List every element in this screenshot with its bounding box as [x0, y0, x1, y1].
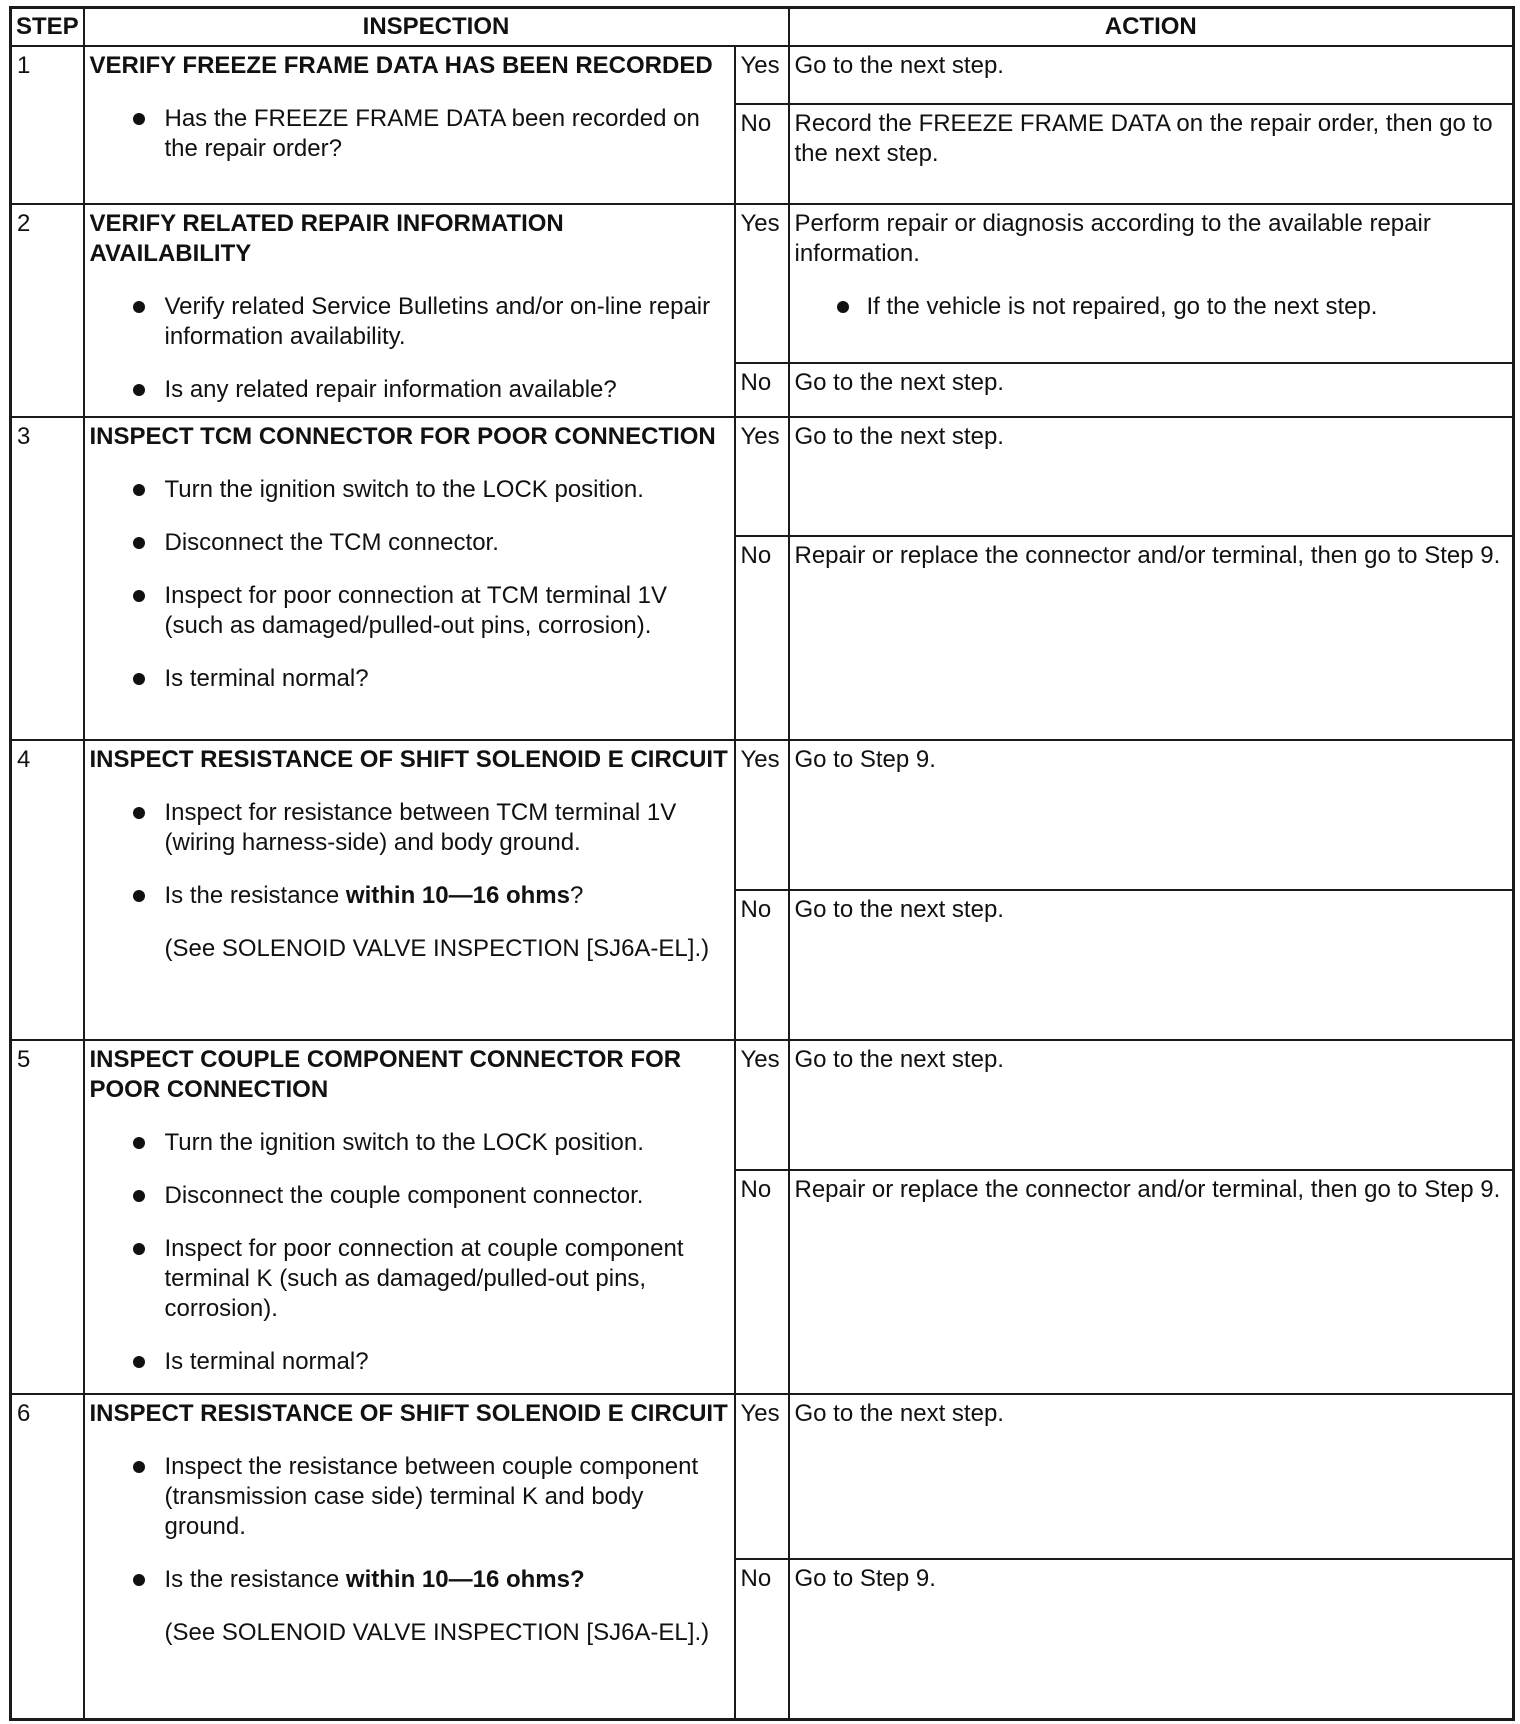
- bullet-icon: [133, 673, 145, 685]
- bullet-item: If the vehicle is not repaired, go to the next step.: [795, 292, 1508, 322]
- bullet-item: Inspect for poor connection at couple component terminal K (such as damaged/pulled-out pins, corrosion).: [90, 1234, 729, 1324]
- no-label: No: [735, 363, 789, 417]
- bullet-item: Disconnect the TCM connector.: [90, 528, 729, 558]
- no-label: No: [735, 104, 789, 204]
- step-title: INSPECT COUPLE COMPONENT CONNECTOR FOR POOR CONNECTION: [89, 1046, 682, 1103]
- bullet-icon: [133, 590, 145, 602]
- inspection-cell: [84, 1040, 735, 1394]
- step-title: INSPECT TCM CONNECTOR FOR POOR CONNECTION: [89, 423, 716, 450]
- bullet-icon: [133, 113, 145, 125]
- bullet-icon: [133, 1243, 145, 1255]
- bullet-item: Is any related repair information available?: [90, 375, 729, 405]
- no-action: Go to Step 9.: [789, 1559, 1514, 1719]
- yes-label: Yes: [735, 1394, 789, 1559]
- yes-action: Go to the next step.: [789, 1040, 1514, 1170]
- bullet-icon: [133, 537, 145, 549]
- step-number: 2: [11, 204, 84, 417]
- inspection-cell: [84, 740, 735, 1040]
- step-4-yes-row: [11, 740, 1514, 890]
- step-title: VERIFY FREEZE FRAME DATA HAS BEEN RECORDED: [89, 52, 713, 79]
- step-title: INSPECT RESISTANCE OF SHIFT SOLENOID E CIRCUIT: [89, 746, 728, 773]
- no-label: No: [735, 890, 789, 1040]
- bullet-item: Disconnect the couple component connector.: [90, 1181, 729, 1211]
- yes-action: Perform repair or diagnosis according to the available repair information. If the vehicle is not repaired, go to the next step.: [789, 204, 1514, 363]
- bullet-icon: [837, 301, 849, 313]
- inspection-cell: [84, 417, 735, 740]
- step-6-yes-row: [11, 1394, 1514, 1559]
- bullet-icon: [133, 1461, 145, 1473]
- no-action: Repair or replace the connector and/or terminal, then go to Step 9.: [789, 1170, 1514, 1394]
- bullet-icon: [133, 484, 145, 496]
- step-number: 5: [11, 1040, 84, 1394]
- yes-label: Yes: [735, 417, 789, 536]
- inspection-cell: [84, 46, 735, 204]
- step-3-yes-row: [11, 417, 1514, 536]
- bullet-icon: [133, 807, 145, 819]
- yes-action: Go to Step 9.: [789, 740, 1514, 890]
- inspection-header: INSPECTION: [84, 8, 789, 47]
- step-5-yes-row: [11, 1040, 1514, 1170]
- diagnostic-table: [9, 6, 1515, 1721]
- no-label: No: [735, 1170, 789, 1394]
- bullet-item: Has the FREEZE FRAME DATA been recorded on the repair order?: [90, 104, 729, 164]
- yes-label: Yes: [735, 204, 789, 363]
- no-action: Record the FREEZE FRAME DATA on the repair order, then go to the next step.: [789, 104, 1514, 204]
- no-action: Go to the next step.: [789, 890, 1514, 1040]
- bullet-icon: [133, 1190, 145, 1202]
- yes-label: Yes: [735, 46, 789, 104]
- step-header: STEP: [11, 8, 84, 47]
- reference-note: (See SOLENOID VALVE INSPECTION [SJ6A-EL].): [164, 1619, 710, 1646]
- yes-action: Go to the next step.: [789, 46, 1514, 104]
- reference-note: (See SOLENOID VALVE INSPECTION [SJ6A-EL].): [164, 935, 710, 962]
- bullet-icon: [133, 1356, 145, 1368]
- bullet-item: Is the resistance within 10—16 ohms?: [90, 1565, 729, 1595]
- step-number: 3: [11, 417, 84, 740]
- bullet-item: Inspect for poor connection at TCM terminal 1V (such as damaged/pulled-out pins, corrosion).: [90, 581, 729, 641]
- bullet-item: Inspect the resistance between couple component (transmission case side) terminal K and body ground.: [90, 1452, 729, 1542]
- bullet-item: Is the resistance within 10—16 ohms?: [90, 881, 729, 911]
- yes-label: Yes: [735, 740, 789, 890]
- bullet-item: Turn the ignition switch to the LOCK position.: [90, 475, 729, 505]
- step-title: VERIFY RELATED REPAIR INFORMATION AVAILABILITY: [89, 210, 564, 267]
- no-label: No: [735, 536, 789, 740]
- action-header: ACTION: [789, 8, 1514, 47]
- step-number: 6: [11, 1394, 84, 1719]
- bullet-icon: [133, 301, 145, 313]
- bullet-icon: [133, 890, 145, 902]
- inspection-cell: [84, 204, 735, 417]
- bullet-item: Turn the ignition switch to the LOCK position.: [90, 1128, 729, 1158]
- bullet-item: Is terminal normal?: [90, 1347, 729, 1377]
- step-number: 4: [11, 740, 84, 1040]
- yes-action: Go to the next step.: [789, 417, 1514, 536]
- yes-label: Yes: [735, 1040, 789, 1170]
- bullet-item: Verify related Service Bulletins and/or on-line repair information availability.: [90, 292, 729, 352]
- no-action: Go to the next step.: [789, 363, 1514, 417]
- inspection-cell: [84, 1394, 735, 1719]
- step-number: 1: [11, 46, 84, 204]
- no-label: No: [735, 1559, 789, 1719]
- step-title: INSPECT RESISTANCE OF SHIFT SOLENOID E CIRCUIT: [89, 1400, 728, 1427]
- bullet-icon: [133, 1137, 145, 1149]
- bullet-icon: [133, 1574, 145, 1586]
- step-2-yes-row: [11, 204, 1514, 363]
- bullet-icon: [133, 384, 145, 396]
- yes-action: Go to the next step.: [789, 1394, 1514, 1559]
- bullet-item: Is terminal normal?: [90, 664, 729, 694]
- bullet-item: Inspect for resistance between TCM terminal 1V (wiring harness-side) and body ground.: [90, 798, 729, 858]
- header-row: [11, 8, 1514, 47]
- step-1-yes-row: [11, 46, 1514, 104]
- no-action: Repair or replace the connector and/or terminal, then go to Step 9.: [789, 536, 1514, 740]
